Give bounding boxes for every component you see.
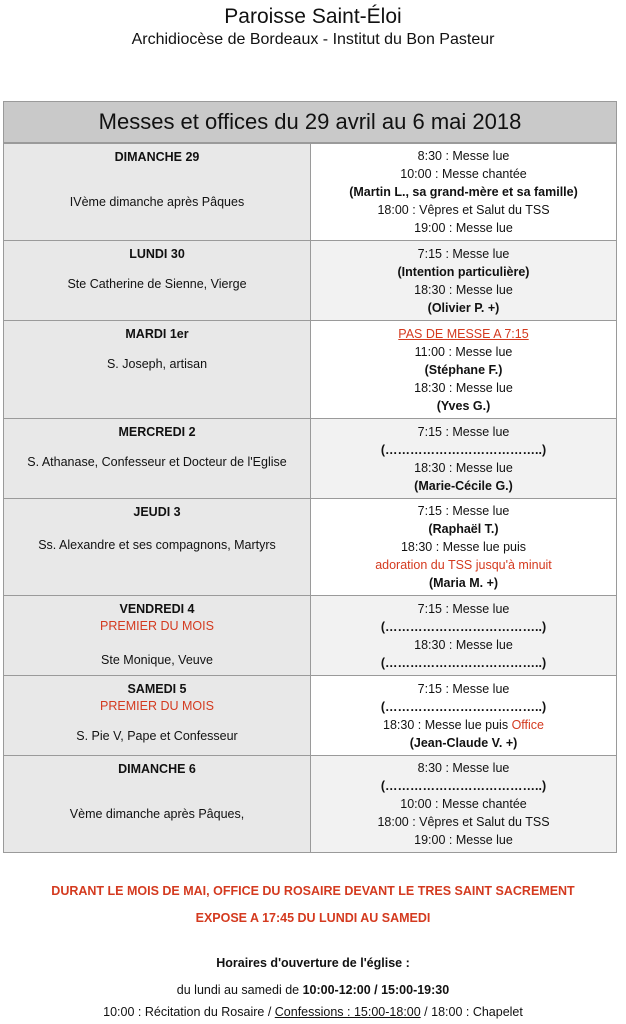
schedule-table xyxy=(3,101,617,853)
day-label: JEUDI 3 xyxy=(133,505,181,519)
mass-line: 7:15 : Messe lue xyxy=(417,246,510,261)
parish-subtitle: Archidiocèse de Bordeaux - Institut du Bon Pasteur xyxy=(131,31,495,48)
day-label: MERCREDI 2 xyxy=(118,425,196,439)
no-mass-notice: PAS DE MESSE A 7:15 xyxy=(398,326,529,341)
mass-cell xyxy=(311,596,616,675)
mass-cell xyxy=(311,241,616,320)
mass-line: 18:30 : Messe lue puis xyxy=(400,540,527,554)
mass-line: 7:15 : Messe lue xyxy=(417,504,510,518)
day-label: VENDREDI 4 xyxy=(119,602,195,616)
mass-cell xyxy=(311,144,616,240)
mass-intention: (Raphaël T.) xyxy=(428,522,499,536)
feast-label: S. Joseph, artisan xyxy=(106,357,208,371)
day-cell xyxy=(4,241,311,320)
table-row xyxy=(4,755,616,852)
mass-line: 18:30 : Messe lue xyxy=(414,460,513,475)
adoration-notice: adoration du TSS jusqu'à minuit xyxy=(375,558,552,572)
day-cell xyxy=(4,321,311,418)
feast-label: Vème dimanche après Pâques, xyxy=(69,807,245,821)
mass-line: 11:00 : Messe lue xyxy=(414,344,513,359)
mass-intention: (Olivier P. +) xyxy=(427,300,500,315)
day-label: DIMANCHE 29 xyxy=(114,150,200,164)
table-row xyxy=(4,498,616,595)
day-cell xyxy=(4,596,311,675)
rosary-text: 10:00 : Récitation du Rosaire / xyxy=(103,1005,275,1019)
mass-line: 7:15 : Messe lue xyxy=(417,681,510,696)
mass-intention: (Marie-Cécile G.) xyxy=(414,478,513,493)
mass-cell xyxy=(311,756,616,852)
day-label: MARDI 1er xyxy=(125,327,189,341)
confessions-text: Confessions : 15:00-18:00 xyxy=(274,1005,421,1019)
day-cell xyxy=(4,419,311,498)
notice-line: EXPOSE A 17:45 DU LUNDI AU SAMEDI xyxy=(195,911,431,925)
feast-label: S. Pie V, Pape et Confesseur xyxy=(76,729,238,743)
feast-label: S. Athanase, Confesseur et Docteur de l'Eglise xyxy=(27,455,287,469)
mass-intention: (Yves G.) xyxy=(436,398,491,413)
mass-line: 19:00 : Messe lue xyxy=(414,221,513,235)
feast-label: Ste Catherine de Sienne, Vierge xyxy=(67,277,247,291)
mass-line: 8:30 : Messe lue xyxy=(417,761,510,775)
table-row xyxy=(4,320,616,418)
mass-line: 10:00 : Messe chantée xyxy=(400,797,527,811)
mass-line: 18:00 : Vêpres et Salut du TSS xyxy=(377,815,550,829)
notice-line: DURANT LE MOIS DE MAI, OFFICE DU ROSAIRE DEVANT LE TRES SAINT SACREMENT xyxy=(51,884,575,898)
day-cell xyxy=(4,499,311,595)
mass-line: 18:30 : Messe lue xyxy=(414,637,513,652)
mass-cell xyxy=(311,419,616,498)
table-title: Messes et offices du 29 avril au 6 mai 2018 xyxy=(4,102,616,143)
day-cell xyxy=(4,144,311,240)
weekday-times: 10:00-12:00 / 15:00-19:30 xyxy=(302,983,450,997)
mass-intention: (………………………………..) xyxy=(380,655,547,670)
mass-cell xyxy=(311,676,616,755)
mass-line: 7:15 : Messe lue xyxy=(417,424,510,439)
office-label: Office xyxy=(511,717,544,732)
mass-intention: (Stéphane F.) xyxy=(424,362,503,377)
mass-intention: (………………………………..) xyxy=(380,619,547,634)
mass-line: 8:30 : Messe lue xyxy=(417,149,510,163)
mass-intention: (………………………………..) xyxy=(380,699,547,714)
page-header xyxy=(0,4,626,50)
weekday-hours xyxy=(0,983,626,997)
feast-label: Ss. Alexandre et ses compagnons, Martyrs xyxy=(38,538,276,552)
mass-cell xyxy=(311,499,616,595)
mass-cell xyxy=(311,321,616,418)
mass-line: 18:00 : Vêpres et Salut du TSS xyxy=(377,203,550,217)
mass-intention: (Maria M. +) xyxy=(428,576,499,590)
daily-offices xyxy=(0,1005,626,1019)
day-label: SAMEDI 5 xyxy=(127,682,187,696)
weekday-prefix: du lundi au samedi de xyxy=(176,983,303,997)
table-row xyxy=(4,418,616,498)
mass-line xyxy=(311,716,616,734)
mass-intention: (Jean-Claude V. +) xyxy=(409,735,518,750)
rosary-notice xyxy=(0,878,626,932)
opening-hours-title: Horaires d'ouverture de l'église : xyxy=(216,956,410,970)
day-label: LUNDI 30 xyxy=(129,247,185,261)
feast-label: Ste Monique, Veuve xyxy=(101,653,213,667)
mass-intention: (Intention particulière) xyxy=(397,264,530,279)
first-of-month-label: PREMIER DU MOIS xyxy=(100,619,214,633)
first-of-month-label: PREMIER DU MOIS xyxy=(100,699,214,713)
mass-line: 7:15 : Messe lue xyxy=(417,601,510,616)
day-label: DIMANCHE 6 xyxy=(118,762,196,776)
day-cell xyxy=(4,756,311,852)
mass-intention: (Martin L., sa grand-mère et sa famille) xyxy=(349,185,578,199)
table-row xyxy=(4,595,616,675)
feast-label: IVème dimanche après Pâques xyxy=(69,195,245,209)
parish-title: Paroisse Saint-Éloi xyxy=(224,5,402,28)
mass-line: 18:30 : Messe lue xyxy=(414,282,513,297)
mass-line: 18:30 : Messe lue xyxy=(414,380,513,395)
mass-intention: (………………………………..) xyxy=(380,442,547,457)
table-row xyxy=(4,143,616,240)
day-cell xyxy=(4,676,311,755)
mass-intention: (………………………………..) xyxy=(380,779,547,793)
mass-line: 10:00 : Messe chantée xyxy=(400,167,527,181)
mass-time: 18:30 : Messe lue puis xyxy=(383,717,512,732)
table-row xyxy=(4,675,616,755)
table-row xyxy=(4,240,616,320)
chapelet-text: / 18:00 : Chapelet xyxy=(420,1005,523,1019)
mass-line: 19:00 : Messe lue xyxy=(414,833,513,847)
